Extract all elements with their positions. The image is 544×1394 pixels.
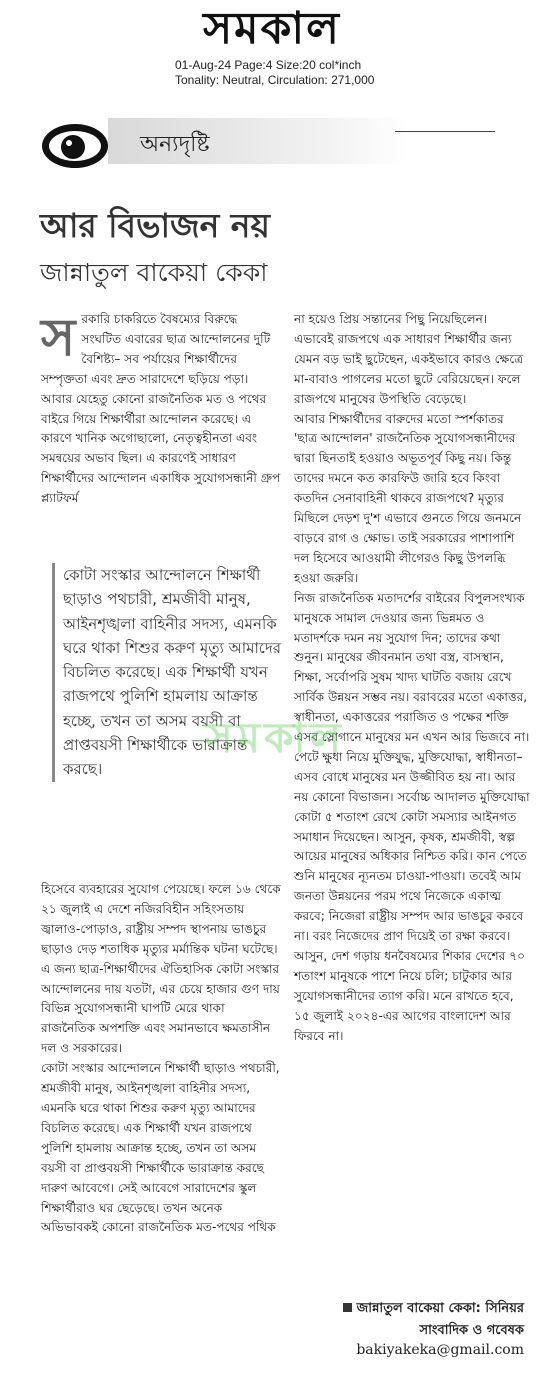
paragraph: কোটা সংস্কার আন্দোলনে শিক্ষার্থী ছাড়াও পথচারী, শ্রমজীবী মানুষ, আইনশৃঙ্খলা বাহিনীর সদস্য, এমনকি ঘরে থাকা শিশুর করুণ মৃত্যু আমাদের বিচলিত করেছে। এক শিক্ষার্থী যখন রাজপথে পুলিশি হামলায় আক্রান্ত হচ্ছে, তখন তা অসম বয়সী বা প্রাপ্তবয়সী শিক্ষার্থীকে ভারাক্রান্ত করছে দারুণ আবেগে। সেই আবেগে সারাদেশের স্কুল শিক্ষার্থীরাও ঘর ছেড়েছে। তখন অনেক অভিভাবকই কোনো রাজনৈতিক মত-পথের পথিক <box>41 1061 280 1235</box>
masthead-logo: সমকাল <box>203 3 341 54</box>
author-signature <box>343 1298 524 1342</box>
clipping-meta-tonality: Tonality: Neutral, Circulation: 271,000 <box>175 73 375 87</box>
article-column-1-intro <box>41 307 281 509</box>
paragraph: না হয়েও প্রিয় সন্তানের পিছু নিয়েছিলেন। এভাবেই রাজপথে এক সাধারণ শিক্ষার্থীর জন্য যেমন বড় ভাই ছুটেছেন, একইভাবে কারও ক্ষেত্রে মা-বাবাও পাগলের মতো ছুটে বেরিয়েছেন। ফলে রাজপথে মানুষের উপস্থিতি বেড়েছে। <box>294 312 524 406</box>
signature-line-2: সাংবাদিক ও গবেষক <box>419 1323 524 1338</box>
watermark: সমকাল <box>205 713 345 762</box>
section-kicker: অন্যদৃষ্টি <box>140 132 210 157</box>
paragraph: রকারি চাকরিতে বৈষম্যের বিরুদ্ধে সংঘটিত এবারের ছাত্র আন্দোলনের দুটি বৈশিষ্ট্য– সব পর্যায়ের শিক্ষার্থীদের সম্পৃক্ততা এবং দ্রুত সারাদেশে ছড়িয়ে পড়া। আবার যেহেতু কোনো রাজনৈতিক মত ও পথের বাইরে গিয়ে শিক্ষার্থীরা আন্দোলন করেছে। এ কারণে খানিক অগোছালো, নেতৃত্বহীনতা এবং সমন্বয়ের অভাব ছিল। এ কারণেই সাধারণ শিক্ষার্থীদের আন্দোলন একাধিক সুযোগসন্ধানী গ্রুপ প্ল্যাটফর্ম <box>41 312 281 506</box>
dropcap: স <box>41 307 76 368</box>
paragraph: আবার শিক্ষার্থীদের বারুদের মতো স্পর্শকাতর 'ছাত্র আন্দোলন' রাজনৈতিক সুযোগসন্ধানীদের দ্বারা ছিনতাই হওয়াও অভূতপূর্ব কিছু নয়। কিন্তু তাদের দমনে কত কারফিউ জারি হবে কিংবা কতদিন সেনাবাহিনী থাকবে রাজপথে? মৃত্যুর মিছিলে দেড়শ দু'শ এভাবে গুনতে গিয়ে জনমনে বাড়বে রাগ ও ক্ষোভ। তাই সরকারের পাশাপাশি দল হিসেবে আওয়ামী লীগেরও কিছু উপলব্ধি হওয়া জরুরি। <box>294 411 522 585</box>
paragraph: নিজ রাজনৈতিক মতাদর্শের বাইরের বিপুলসংখ্যক মানুষকে সামাল দেওয়ার জন্য ভিন্নমত ও মতাদর্শকে দমন নয় সুযোগ দিন; তাদের কথা শুনুন। মানুষের জীবনমান তথা বস্ত্র, বাসস্থান, শিক্ষা, সর্বোপরি সুষম খাদ্য ঘাটতি বজায় রেখে সার্বিক উন্নয়ন সম্ভব নয়। বরাবরের মতো একাত্তর, স্বাধীনতা, একাত্তরের পরাজিত ও পক্ষের শক্তি এসব স্লোগানে মানুষের মন এখন আর ভিজবে না। পেটে ক্ষুধা নিয়ে মুক্তিযুদ্ধ, মুক্তিযোদ্ধা, স্বাধীনতা– এসব বোধে মানুষের মন উজ্জীবিত হয় না। আর নয় কোনো বিভাজন। সর্বোচ্চ আদালত মুক্তিযোদ্ধা কোটা ৫ শতাংশ রেখে কোটা সমস্যার আইনগত সমাধান দিয়েছেন। আসুন, কৃষক, শ্রমজীবী, স্বল্প আয়ের মানুষের অধিকার নিশ্চিত করি। কান পেতে শুনি মানুষের ন্যূনতম চাওয়া-পাওয়া। তবেই আম জনতা উন্নয়নের পরম পথে নিজেকে একাত্ম করবে; নিজেরা রাষ্ট্রীয় সম্পদ আর ভাঙচুর করবে না। বরং নিজেদের প্রাণ দিয়েই তা রক্ষা করবে। আসুন, দেশ গড়ায় ধনবৈষম্যের শিকার দেশের ৭০ শতাংশ মানুষকে পাশে নিয়ে চলি; চাটুকার আর সুযোগসন্ধানীদের ত্যাগ করি। মনে রাখতে হবে, ১৫ জুলাই ২০২৪-এর আগের বাংলাদেশ আর ফিরবে না। <box>294 590 530 1043</box>
article-column-1-rest <box>41 880 281 1238</box>
article-byline: জান্নাতুল বাকেয়া কেকা <box>40 258 268 287</box>
article-column-2 <box>294 310 530 1047</box>
section-rule <box>395 131 495 132</box>
signature-line-1: জান্নাতুল বাকেয়া কেকা: সিনিয়র <box>356 1301 524 1316</box>
paragraph: হিসেবে ব্যবহারের সুযোগ পেয়েছে। ফলে ১৬ থেকে ২১ জুলাই এ দেশে নজিরবিহীন সহিংসতায় জ্বালাও-পোড়াও, রাষ্ট্রীয় সম্পদ স্থাপনায় ভাঙচুর ছাড়াও দেড় শতাধিক মৃত্যুর মর্মান্তিক ঘটনা ঘটেছে। এ জন্য ছাত্র-শিক্ষার্থীদের ঐতিহাসিক কোটা সংস্কার আন্দোলনের দায় যতটা, এর চেয়ে হাজার গুণ দায় বিভিন্ন সুযোগসন্ধানী ঘাপটি মেরে থাকা রাজনৈতিক অপশক্তি এবং সমানভাবে ক্ষমতাসীন দল ও সরকারের। <box>41 882 281 1056</box>
eye-icon <box>40 116 110 176</box>
article-headline: আর বিভাজন নয় <box>40 206 270 245</box>
author-email: bakiyakeka@gmail.com <box>356 1342 524 1358</box>
clipping-meta-date: 01-Aug-24 Page:4 Size:20 col*inch <box>175 58 362 72</box>
square-bullet-icon <box>343 1303 352 1312</box>
pull-quote: কোটা সংস্কার আন্দোলনে শিক্ষার্থী ছাড়াও পথচারী, শ্রমজীবী মানুষ, আইনশৃঙ্খলা বাহিনীর সদস্য, এমনকি ঘরে থাকা শিশুর করুণ মৃত্যু আমাদের বিচলিত করেছে। এক শিক্ষার্থী যখন রাজপথে পুলিশি হামলায় আক্রান্ত হচ্ছে, তখন তা অসম বয়সী বা প্রাপ্তবয়সী শিক্ষার্থীকে ভারাক্রান্ত করছে। <box>52 563 287 782</box>
